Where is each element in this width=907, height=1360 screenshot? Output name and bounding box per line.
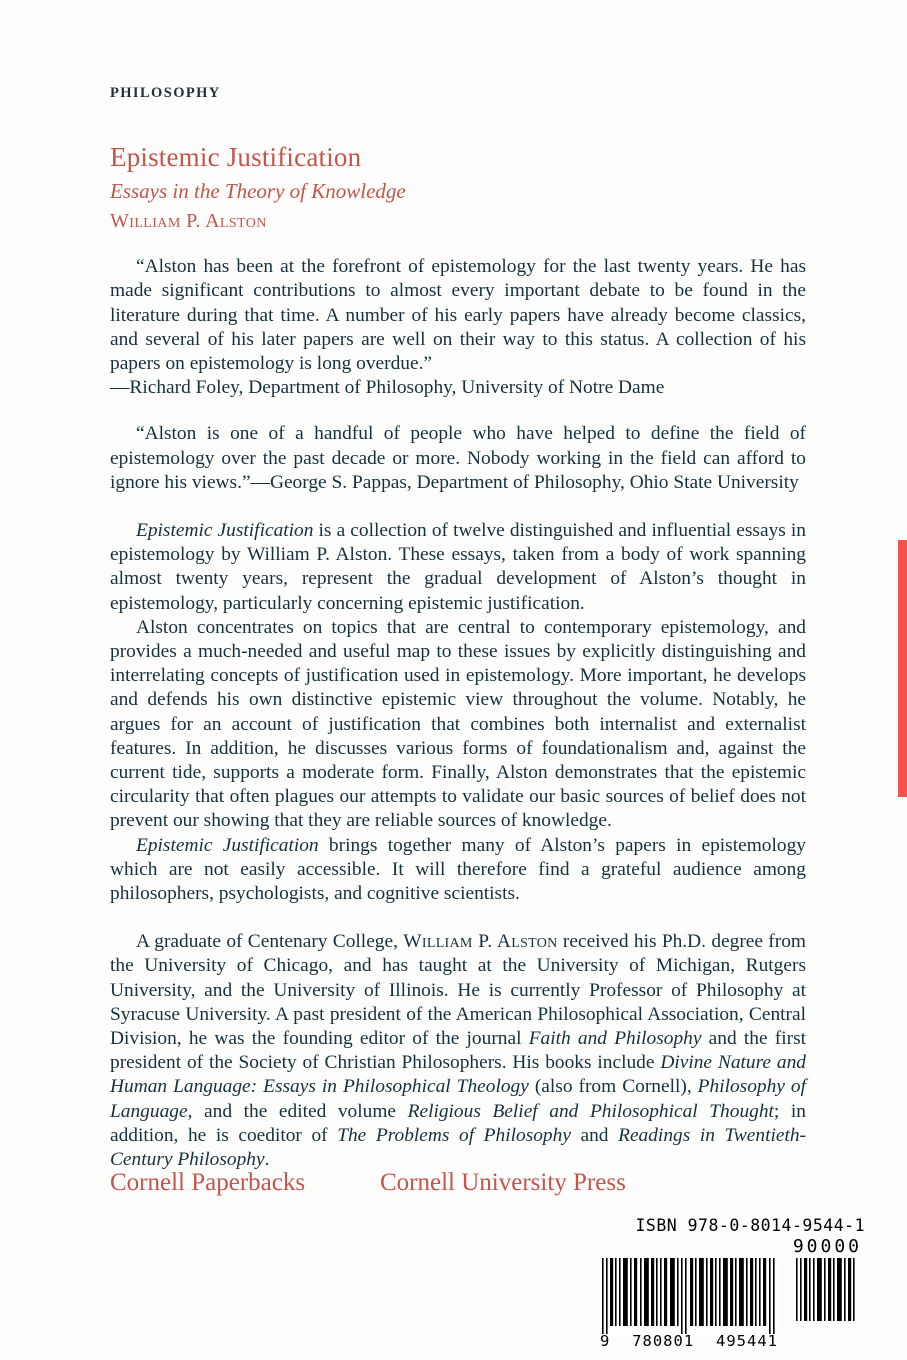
bio-work-readings-twentieth-century: Readings in Twentieth-Century Philosophy (110, 1124, 806, 1171)
bio-work-philosophy-of-language: Philosophy of Language (110, 1076, 806, 1122)
ean-digits-row (598, 1332, 780, 1350)
blurb-1-attribution: —Richard Foley, Department of Philosophy, University of Notre Dame (110, 377, 665, 399)
book-subtitle: Essays in the Theory of Knowledge (110, 179, 406, 204)
blurb-quote-1 (110, 255, 806, 400)
title-mention-1: Epistemic Justification (136, 520, 314, 542)
bio-work-religious-belief: Religious Belief and Philosophical Thought (407, 1100, 774, 1122)
edge-accent-bar (898, 540, 907, 797)
bio-segment-5: , and the edited volume (187, 1100, 408, 1122)
description-paragraph-3 (110, 834, 806, 907)
bio-author-name: William P. Alston (403, 931, 558, 953)
book-title: Epistemic Justification (110, 142, 362, 172)
title-mention-2: Epistemic Justification (136, 834, 319, 856)
title-block (110, 142, 806, 233)
ean13-barcode-image (598, 1258, 780, 1334)
description-paragraph-3-rest: brings together many of Alston’s papers in epistemology which are not easily accessible. It will therefore find a grateful audience among philosophers, psychologists, and cognitive scientists. (110, 834, 806, 905)
bio-work-faith-and-philosophy: Faith and Philosophy (528, 1028, 702, 1050)
bio-segment-1: A graduate of Centenary College, (136, 931, 404, 953)
ean-group-right: 495441 (716, 1332, 778, 1350)
author-bio-paragraph (110, 930, 806, 1172)
barcode-bars-row (598, 1258, 868, 1334)
isbn-text: ISBN 978-0-8014-9544-1 (635, 1216, 865, 1235)
book-author: William P. Alston (110, 210, 267, 233)
bio-segment-3: and the first president of the Society of Christian Philosophers. His books include (110, 1028, 806, 1074)
isbn-barcode-block (598, 1216, 868, 1350)
ean-group-left: 780801 (632, 1332, 695, 1350)
description-paragraph-2: Alston concentrates on topics that are central to contemporary epistemology, and provides a much-needed and useful map to these issues by explicitly distinguishing and interrelating concepts of justification used in epistemology. More important, he develops and defends his own distinctive epistemic view throughout the volume. Notably, he argues for an account of justification that combines both internalist and externalist features. In addition, he discusses various forms of foundationalism and, against the current tide, supports a moderate form. Finally, Alston demonstrates that the epistemic circularity that often plagues our attempts to validate our basic sources of belief does not prevent our showing that they are reliable sources of knowledge. (110, 616, 806, 832)
bio-segment-2: received his Ph.D. degree from the University of Chicago, and has taught at the University of Michigan, Rutgers University, and the University of Illinois. He is currently Professor of Philosophy at Syracuse University. A past president of the American Philosophical Association, Central Division, he was the founding editor of the journal (110, 931, 806, 1050)
barcode-supplement-text: 90000 (792, 1236, 862, 1257)
bio-work-divine-nature: Divine Nature and Human Language: Essays in Philosophical Theology (110, 1052, 806, 1098)
cover-content (110, 0, 806, 1172)
blurb-1-text: “Alston has been at the forefront of epistemology for the last twenty years. He has made significant contributions to almost every important debate to be found in the literature during that time. A number of his early papers have already become classics, and several of his later papers are well on their way to this status. A collection of his papers on epistemology is long overdue.” (110, 256, 806, 374)
bio-segment-6: ; in addition, he is coeditor of (110, 1100, 806, 1146)
blurb-2-text: “Alston is one of a handful of people who have helped to define the field of epistemology over the past decade or more. Nobody working in the field can afford to ignore his views.”—George S. Pappas, Department of Philosophy, Ohio State University (110, 423, 806, 493)
imprint-cornell-paperbacks: Cornell Paperbacks (110, 1169, 306, 1196)
bio-segment-4: (also from Cornell), (528, 1076, 698, 1098)
description-block (110, 519, 806, 906)
description-paragraph-1 (110, 519, 806, 616)
blurb-quote-2 (110, 422, 806, 495)
bio-segment-8: . (264, 1149, 270, 1171)
category-label: PHILOSOPHY (110, 85, 221, 101)
author-bio-block (110, 930, 806, 1172)
publisher-imprint (110, 1169, 810, 1197)
imprint-cornell-university-press: Cornell University Press (380, 1169, 626, 1196)
bio-work-problems-of-philosophy: The Problems of Philosophy (337, 1124, 571, 1146)
bio-segment-7: and (570, 1124, 619, 1146)
ean-digit-first: 9 (600, 1332, 611, 1350)
ean5-supplement-barcode-image (794, 1258, 858, 1321)
description-paragraph-1-rest: is a collection of twelve distinguished and influential essays in epistemology by William P. Alston. These essays, taken from a body of work spanning almost twenty years, represent the gradual development of Alston’s thought in epistemology, particularly concerning epistemic justification. (110, 520, 806, 614)
